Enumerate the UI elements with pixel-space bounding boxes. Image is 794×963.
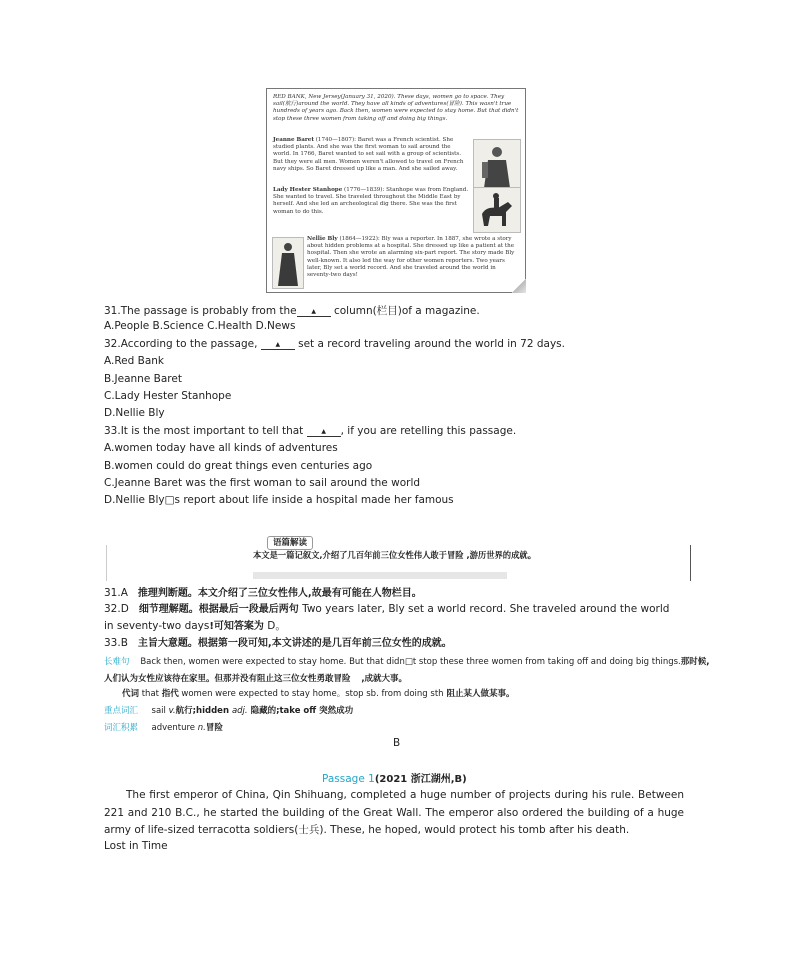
section-letter: B bbox=[393, 737, 401, 749]
question-31-options: A.People B.Science C.Health D.News bbox=[104, 320, 296, 332]
answer-blank[interactable]: ▲ bbox=[307, 428, 341, 437]
analysis-tag: 语篇解读 bbox=[267, 536, 313, 550]
long-sentence-translation: 人们认为女性应该待在家里。但那并没有阻止这三位女性勇敢冒险 ,成就大事。 bbox=[104, 674, 408, 684]
clipping-baret: Jeanne Baret (1740—1807): Baret was a French scientist. She studied plants. And she was the first woman to sail around the world. In 1766, Baret wanted to set sail with a group of scientists. But they were all men. Women weren't allowed to travel on French navy ships. So Baret dressed up like a man. And she sailed away. bbox=[273, 137, 464, 172]
page-curl bbox=[512, 279, 526, 293]
answer-blank[interactable]: ▲ bbox=[297, 308, 331, 317]
answer-blank[interactable]: ▲ bbox=[261, 341, 295, 350]
analysis-summary: 本文是一篇记叙文,介绍了几百年前三位女性伟人敢于冒险 ,游历世界的成就。 bbox=[253, 550, 536, 560]
baret-portrait bbox=[473, 139, 521, 191]
answer-32: 32.D 细节理解题。根据最后一段最后两句 Two years later, Bly set a world record. She traveled around the world bbox=[104, 603, 670, 615]
option-32-b: B.Jeanne Baret bbox=[104, 373, 182, 385]
clipping-bly: Nellie Bly (1864—1922): Bly was a reporter. In 1887, she wrote a story about hidden problems at a hospital. She dressed up like a patient at the hospital. Then she wrote an alarming six-part report. The story made Bly well-known. It also led the way for other women reporters. Two years later, Bly set a world record. And she traveled around the world in seventy-two days! bbox=[307, 236, 515, 279]
stanhope-horse-picture bbox=[473, 187, 521, 233]
option-32-c: C.Lady Hester Stanhope bbox=[104, 390, 232, 402]
analysis-box bbox=[106, 538, 691, 581]
option-33-b: B.women could do great things even centuries ago bbox=[104, 460, 373, 472]
vocab-accumulation: 词汇积累 adventure n.冒险 bbox=[104, 723, 223, 733]
clipping-stanhope: Lady Hester Stanhope (1776—1839): Stanhope was from England. She wanted to travel. She traveled throughout the Middle East by herself. And she led an archeological dig there. She was the first woman to do this. bbox=[273, 187, 469, 215]
question-31: 31.The passage is probably from the ▲ column(栏目)of a magazine. bbox=[104, 305, 480, 317]
question-33: 33.It is the most important to tell that ▲ , if you are retelling this passage. bbox=[104, 425, 517, 437]
answer-33: 33.B 主旨大意题。根据第一段可知,本文讲述的是几百年前三位女性的成就。 bbox=[104, 637, 452, 649]
bly-portrait bbox=[272, 237, 304, 289]
option-32-a: A.Red Bank bbox=[104, 355, 164, 367]
clipping-intro: RED BANK, New Jersey(January 31, 2020). These days, women go to space. They sail(航行)around the world. They have all kinds of adventures(冒险). This wasn't true hundreds of years ago. Back then, women were expected to stay home. But that didn't stop these three women from taking off and doing big things. bbox=[273, 94, 519, 122]
pronoun-note: 代词 that 指代 women were expected to stay home。stop sb. from doing sth 阻止某人做某事。 bbox=[122, 689, 515, 699]
answer-31: 31.A 推理判断题。本文介绍了三位女性伟人,故最有可能在人物栏目。 bbox=[104, 587, 422, 599]
option-33-a: A.women today have all kinds of adventures bbox=[104, 442, 338, 454]
key-vocab: 重点词汇 sail v.航行;hidden adj. 隐藏的;take off 突然成功 bbox=[104, 706, 354, 716]
passage-subtitle: Lost in Time bbox=[104, 840, 168, 852]
summary-underbar bbox=[253, 572, 507, 579]
answer-32-cont: in seventy-two days!可知答案为 D。 bbox=[104, 620, 286, 632]
option-33-d: D.Nellie Bly□s report about life inside a hospital made her famous bbox=[104, 494, 454, 506]
long-sentence: 长难句 Back then, women were expected to stay home. But that didn□t stop these three women from taking off and doing big things.那时候, bbox=[104, 657, 710, 667]
option-32-d: D.Nellie Bly bbox=[104, 407, 165, 419]
passage-heading: Passage 1(2021 浙江湖州,B) bbox=[322, 773, 467, 785]
option-33-c: C.Jeanne Baret was the first woman to sail around the world bbox=[104, 477, 421, 489]
newspaper-clipping bbox=[266, 88, 526, 293]
question-32: 32.According to the passage, ▲ set a record traveling around the world in 72 days. bbox=[104, 338, 565, 350]
passage-paragraph-1: The first emperor of China, Qin Shihuang, completed a huge number of projects during his rule. Between 221 and 210 B.C., he started the building of the Great Wall. The emperor also ordered the building of a huge army of life-sized terracotta soldiers(士兵). These, he hoped, would protect his tomb after his death. bbox=[104, 789, 684, 836]
